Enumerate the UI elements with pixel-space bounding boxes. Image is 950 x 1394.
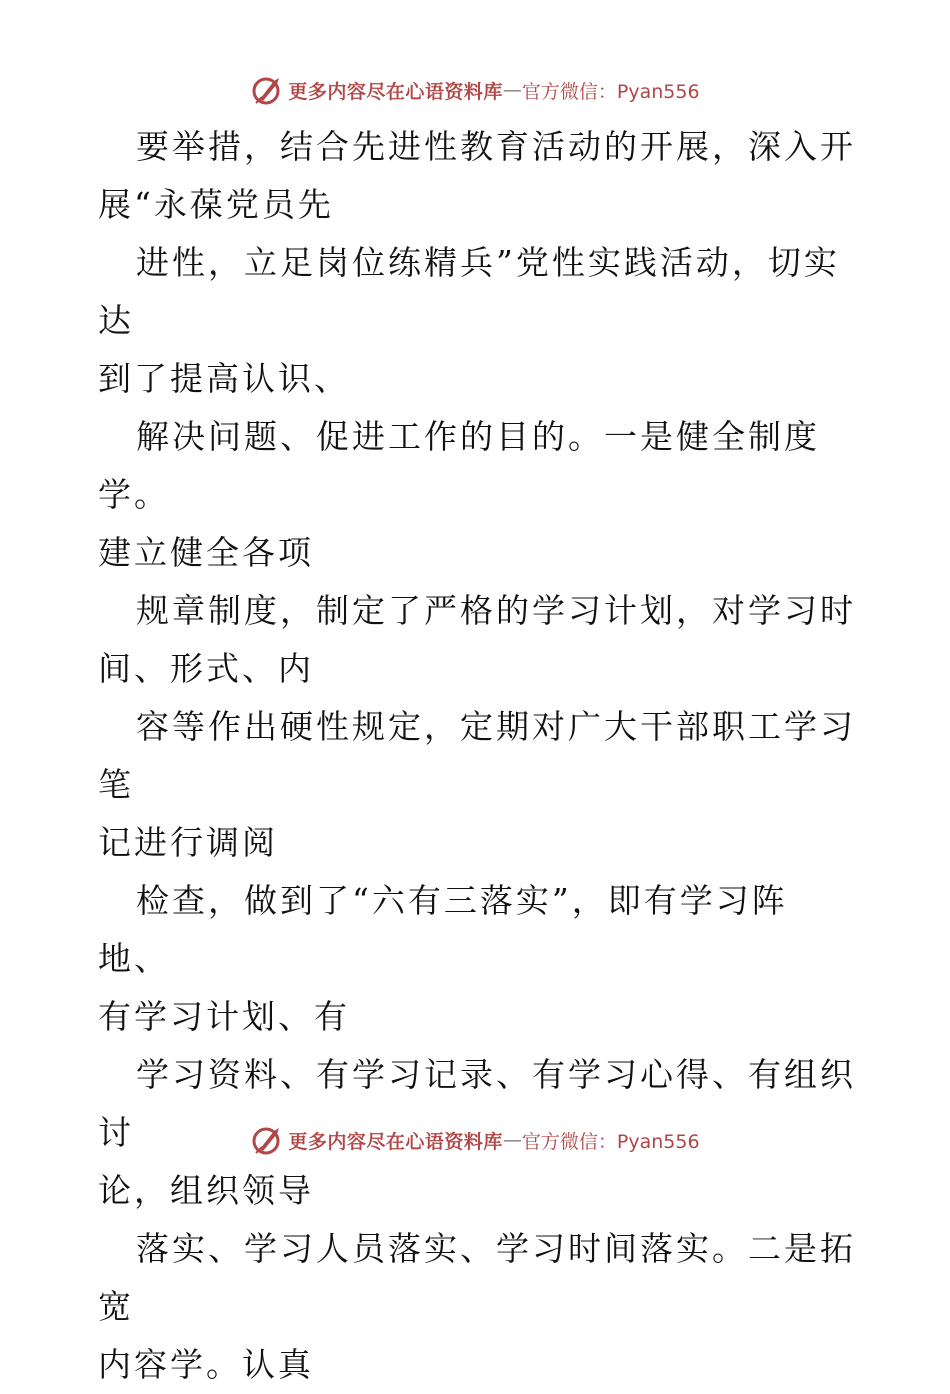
header-banner-dash: — [502, 79, 522, 101]
paragraph-6-line-2: 有学习计划、有 [98, 997, 350, 1036]
header-banner-contact: 官方微信：Pyan556 [521, 80, 700, 103]
paragraph-4-line-2: 间、形式、内 [98, 649, 314, 688]
paragraph-3-line-2: 建立健全各项 [98, 533, 314, 572]
document-body [98, 118, 858, 1394]
paragraph-1 [98, 118, 858, 234]
paragraph-1-line-1: 要举措，结合先进性教育活动的开展，深入开 [136, 127, 856, 166]
header-banner-text: 更多内容尽在心语资料库 [288, 80, 503, 103]
paragraph-3 [98, 408, 858, 582]
paragraph-8-line-1: 落实、学习人员落实、学习时间落实。二是拓宽 [98, 1229, 856, 1326]
paragraph-7-line-1: 学习资料、有学习记录、有学习心得、有组织讨 [98, 1055, 856, 1152]
paragraph-4 [98, 582, 858, 698]
paragraph-3-line-1: 解决问题、促进工作的目的。一是健全制度学。 [98, 417, 820, 514]
paragraph-7-line-2: 论，组织领导 [98, 1171, 314, 1210]
paragraph-2 [98, 234, 858, 408]
header-banner [0, 70, 950, 110]
pen-nib-circle-icon [250, 73, 284, 107]
pen-nib-circle-icon [250, 1123, 284, 1157]
paragraph-5-line-1: 容等作出硬性规定，定期对广大干部职工学习笔 [98, 707, 856, 804]
paragraph-5-line-2: 记进行调阅 [98, 823, 278, 862]
footer-banner-dash: — [502, 1129, 522, 1151]
paragraph-8 [98, 1220, 858, 1394]
paragraph-8-line-2: 内容学。认真 [98, 1345, 314, 1384]
paragraph-2-line-1: 进性，立足岗位练精兵”党性实践活动，切实达 [98, 243, 840, 340]
footer-banner-text: 更多内容尽在心语资料库 [288, 1130, 503, 1153]
footer-banner-contact: 官方微信：Pyan556 [521, 1130, 700, 1153]
paragraph-5 [98, 698, 858, 872]
paragraph-6 [98, 872, 858, 1046]
paragraph-1-line-2: 展“永葆党员先 [98, 185, 334, 224]
paragraph-2-line-2: 到了提高认识、 [98, 359, 350, 398]
footer-banner [0, 1120, 950, 1160]
paragraph-6-line-1: 检查，做到了“六有三落实”，即有学习阵地、 [98, 881, 788, 978]
paragraph-4-line-1: 规章制度，制定了严格的学习计划，对学习时 [136, 591, 856, 630]
